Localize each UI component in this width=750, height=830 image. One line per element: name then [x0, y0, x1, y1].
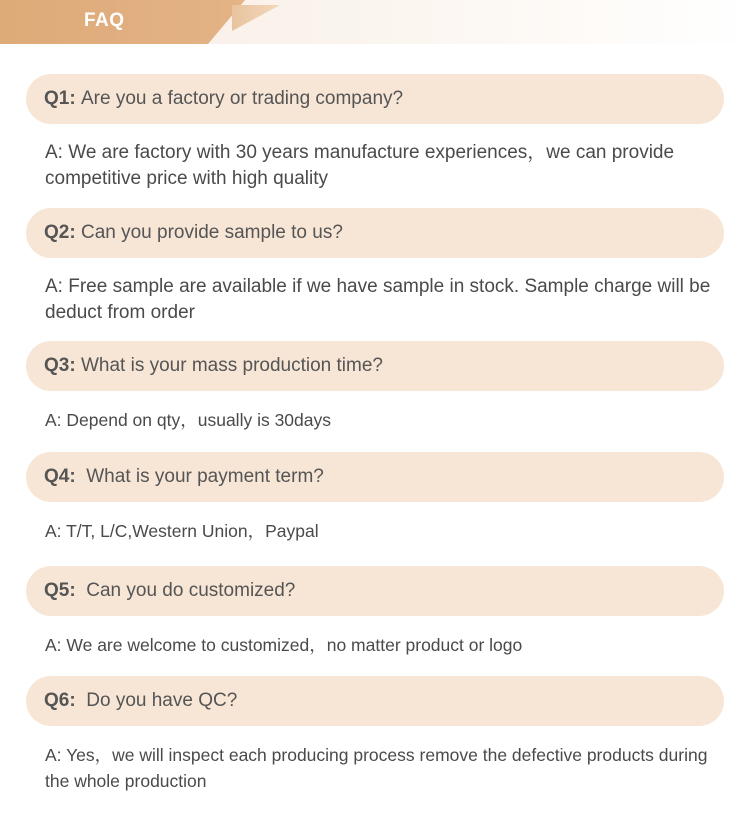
answer-text: A: We are factory with 30 years manufacture experiences，we can provide competitive price with high quality [45, 142, 675, 189]
faq-item-1 [26, 74, 724, 192]
question-number: Q6: [44, 690, 76, 711]
question-number: Q4: [44, 466, 76, 487]
answer-text: A: Yes，we will inspect each producing process remove the defective products during the whole production [45, 745, 708, 791]
header-decoration [232, 5, 280, 31]
answer-text: A: We are welcome to customized，no matter product or logo [45, 635, 523, 655]
question-text: What is your mass production time? [80, 355, 383, 376]
question-number: Q2: [44, 222, 76, 243]
question-text: Can you provide sample to us? [80, 222, 343, 243]
faq-item-6 [26, 676, 724, 794]
answer-text: A: Free sample are available if we have sample in stock. Sample charge will be deduct from order [45, 276, 711, 323]
faq-header [0, 0, 750, 44]
question-text: Do you have QC? [86, 690, 238, 711]
question-number: Q5: [44, 580, 76, 601]
question-text: What is your payment term? [86, 466, 324, 487]
question-number: Q1: [44, 88, 76, 109]
question-text: Are you a factory or trading company? [80, 88, 404, 109]
page-title: FAQ [84, 10, 125, 31]
faq-item-4 [26, 452, 724, 544]
answer-text: A: T/T, L/C,Western Union，Paypal [45, 521, 319, 541]
question-text: Can you do customized? [86, 580, 296, 601]
question-bar [26, 566, 724, 616]
question-number: Q3: [44, 355, 76, 376]
faq-item-2 [26, 208, 724, 326]
question-bar [26, 74, 724, 124]
question-bar [26, 341, 724, 391]
faq-item-3 [26, 341, 724, 433]
question-bar [26, 208, 724, 258]
answer-text: A: Depend on qty，usually is 30days [45, 410, 331, 430]
question-bar [26, 452, 724, 502]
question-bar [26, 676, 724, 726]
faq-item-5 [26, 566, 724, 658]
